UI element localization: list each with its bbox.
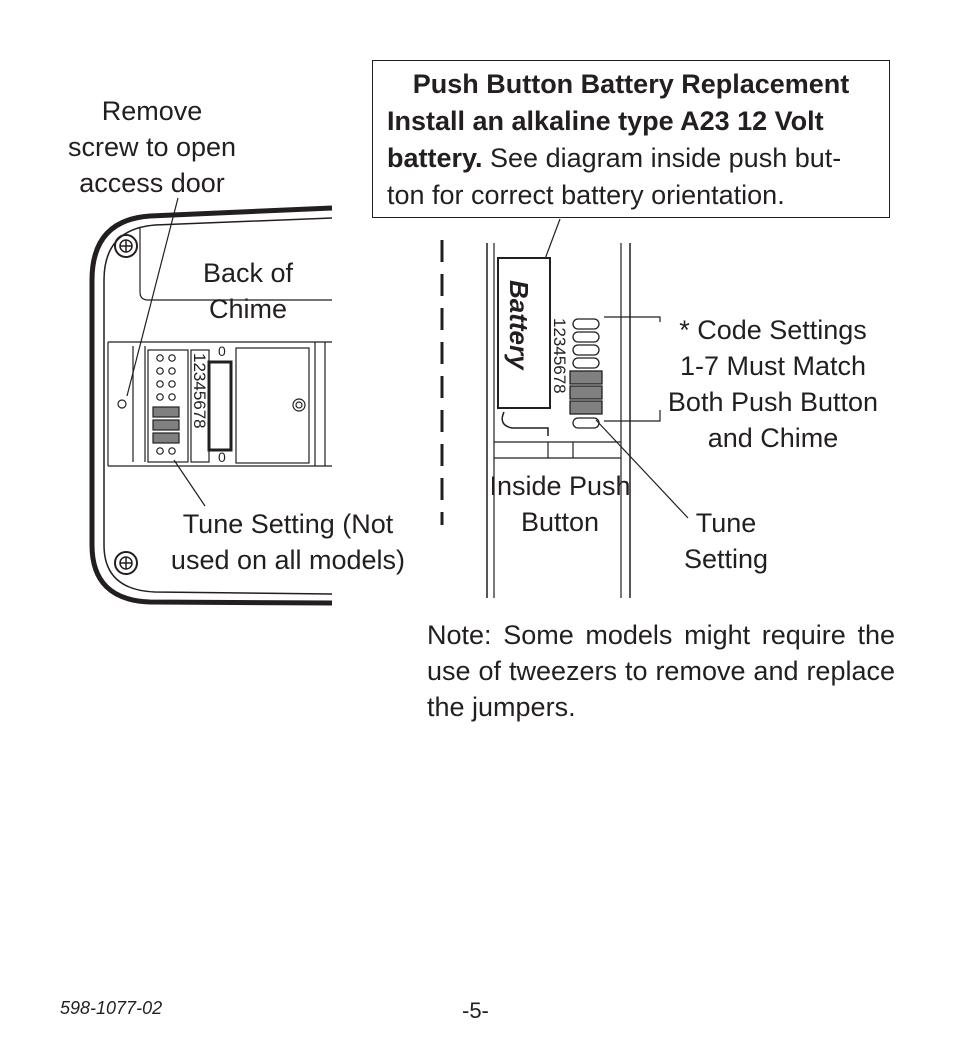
battery: [498, 258, 550, 436]
screw-icon: [115, 552, 137, 574]
page-number: -5-: [462, 998, 489, 1023]
button-jumper-pins: [570, 319, 602, 428]
screw-icon: [115, 235, 137, 257]
svg-text:0: 0: [218, 449, 226, 465]
chime-jumper-numbers: 12345678: [190, 353, 209, 429]
chime-jumper-pins: [153, 355, 179, 454]
callout-heading: Push Button Battery Replacement: [412, 69, 850, 99]
callout-line-3: battery. See diagram inside push but-: [387, 143, 842, 173]
document-code: 598-1077-02: [60, 998, 163, 1018]
svg-text:0: 0: [218, 343, 226, 359]
callout-line-2: Install an alkaline type A23 12 Volt: [387, 106, 824, 136]
leader-lines-left: [127, 198, 205, 506]
remove-screw-label: Remove screw to open access door: [67, 96, 237, 198]
tune-setting-button-label: Tune Setting: [683, 508, 769, 574]
tune-setting-chime-label: Tune Setting (Not used on all models): [170, 509, 406, 575]
back-of-chime-label: Back of Chime: [202, 258, 294, 324]
code-settings-label: * Code Settings 1-7 Must Match Both Push Button and Chime: [667, 315, 879, 453]
inside-push-button-label: Inside Push Button: [489, 471, 631, 537]
battery-replacement-callout: [372, 60, 890, 218]
tweezers-note: Note: Some models might require the use of tweezers to remove and replace the jumpers.: [427, 620, 895, 722]
callout-line-4: ton for correct battery orientation.: [387, 180, 785, 210]
svg-text:Battery: Battery: [504, 280, 534, 370]
button-jumper-numbers: 12345678: [550, 318, 569, 394]
